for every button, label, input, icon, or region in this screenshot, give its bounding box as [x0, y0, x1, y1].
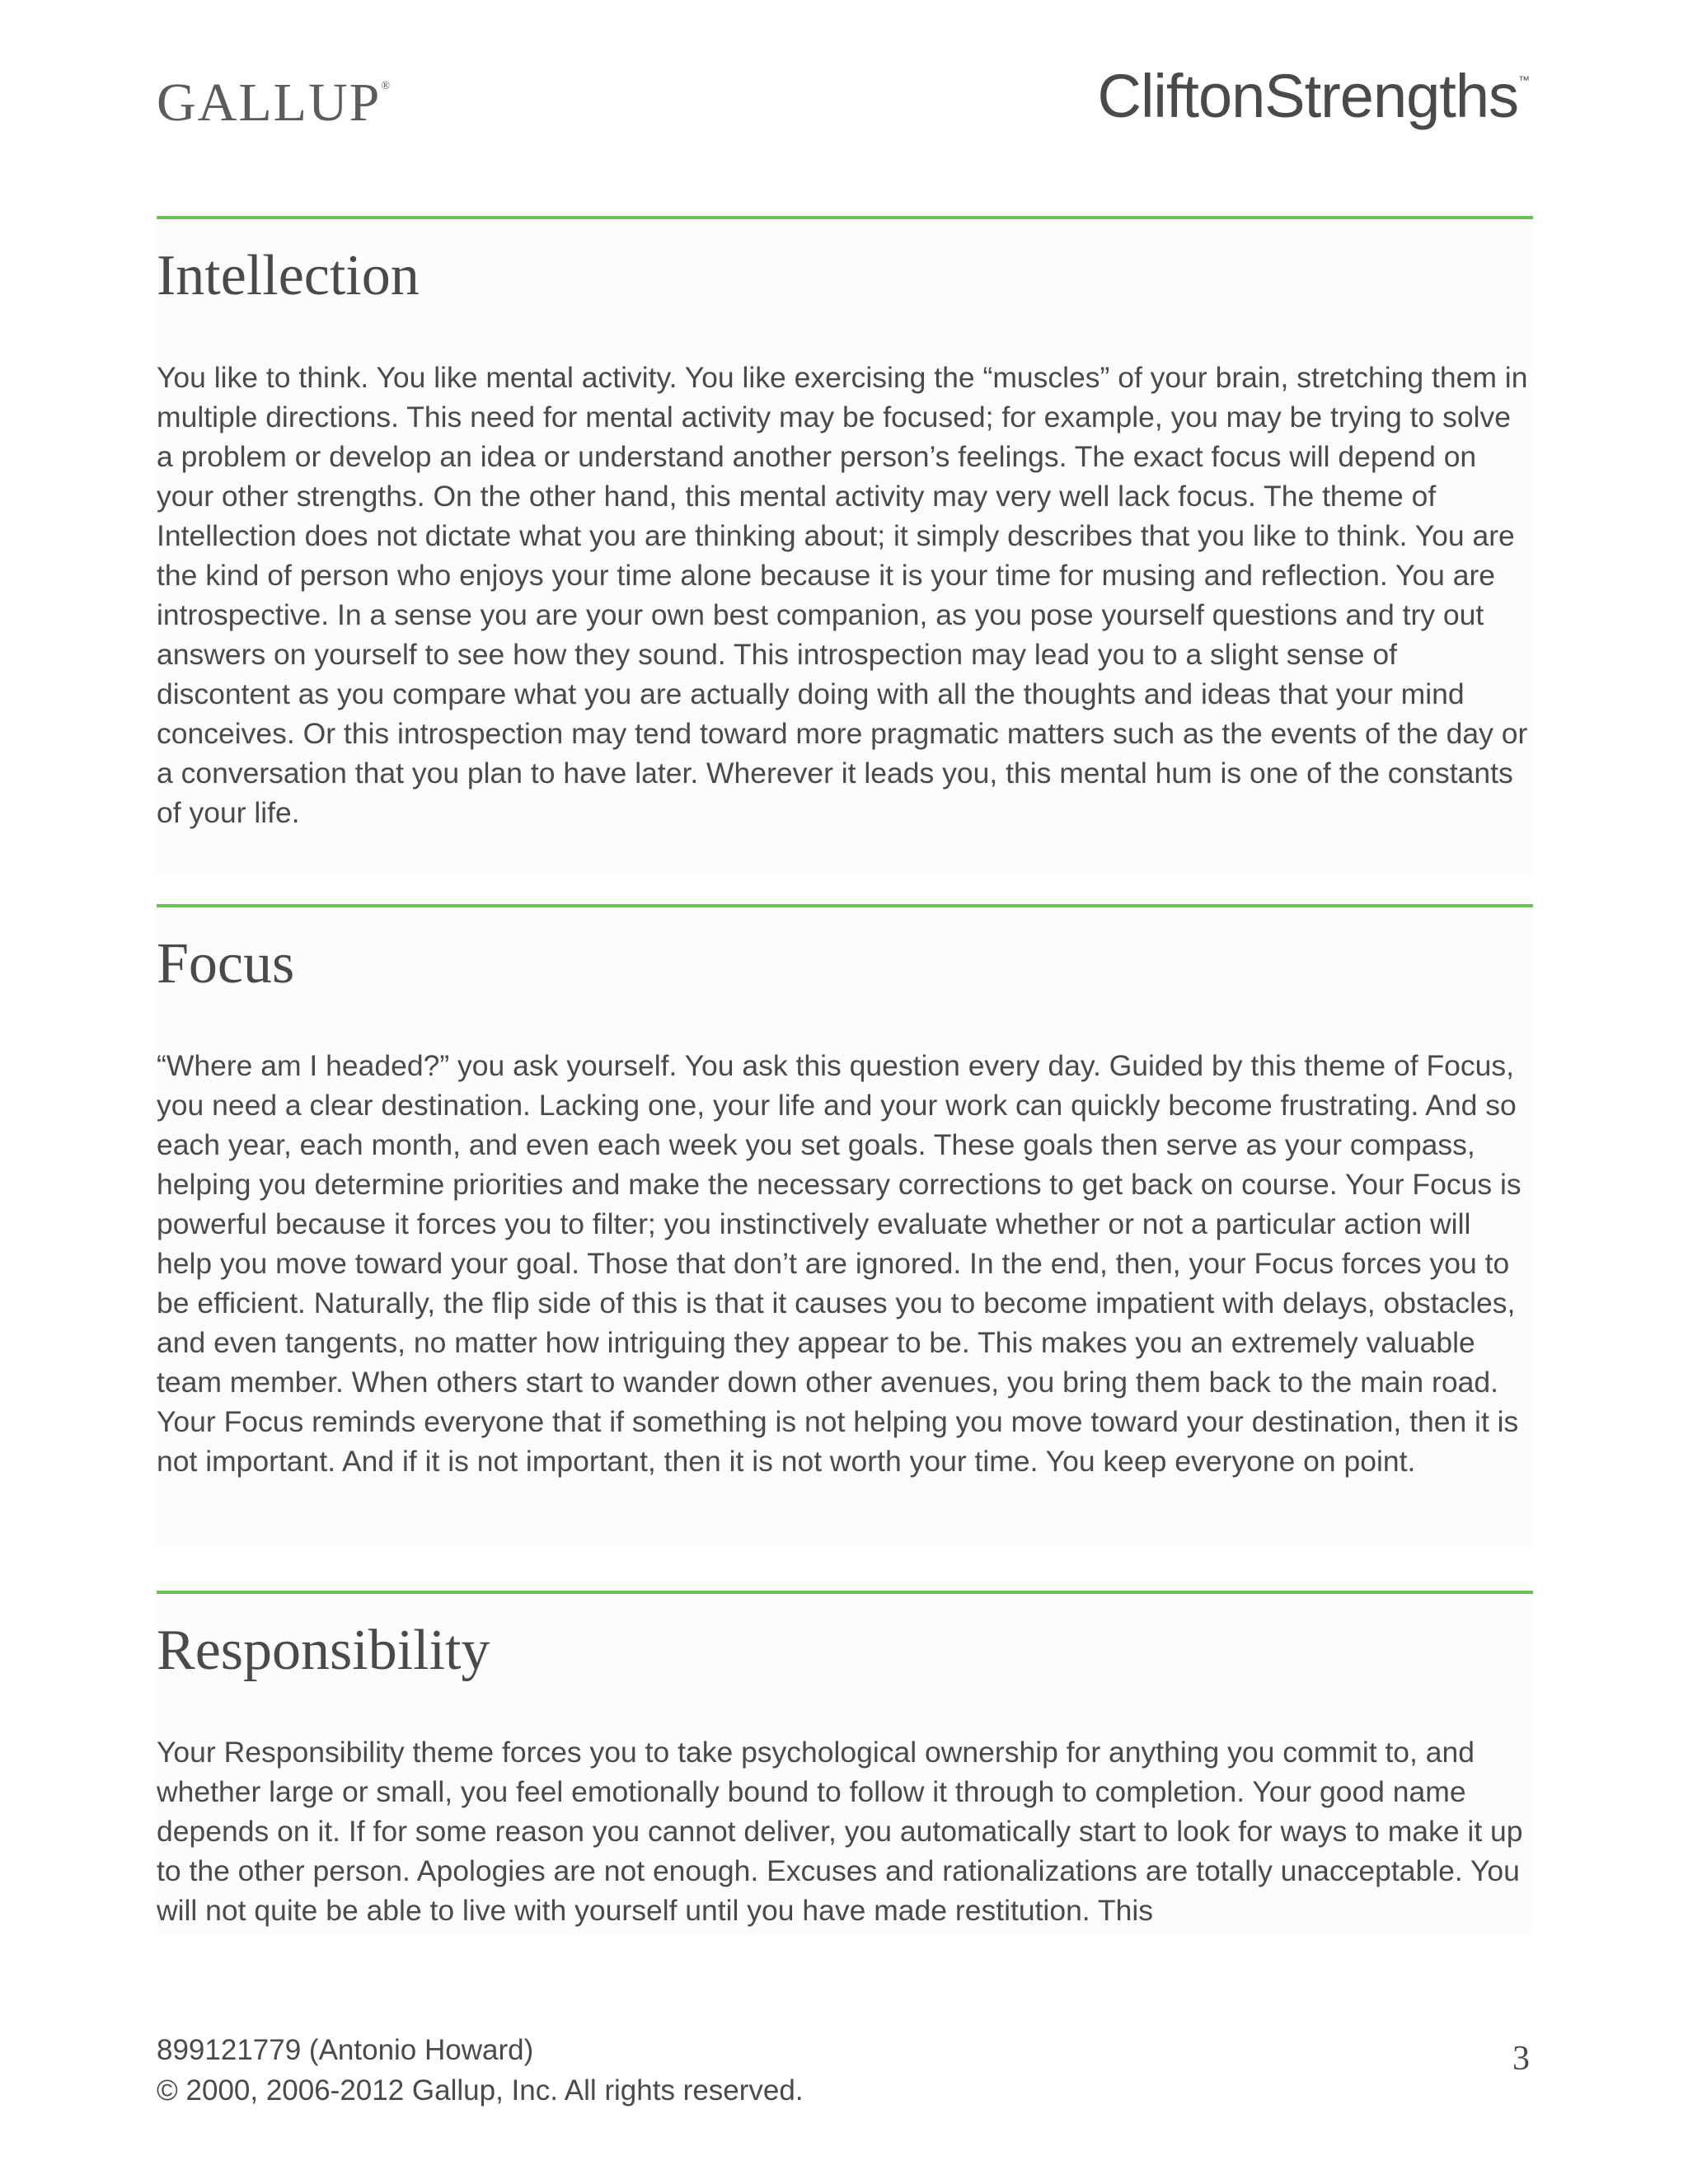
section-title: Responsibility [157, 1619, 490, 1682]
footer-info [157, 2030, 804, 2111]
section-body: You like to think. You like mental activity. You like exercising the “muscles” of your brain, stretching them in multiple directions. This need for mental activity may be focused; for example, you may be trying to solve a problem or develop an idea or understand another person’s feelings. The exact focus will depend on your other strengths. On the other hand, this mental activity may very well lack focus. The theme of Intellection does not dictate what you are thinking about; it simply describes that you like to think. You are the kind of person who enjoys your time alone because it is your time for musing and reflection. You are introspective. In a sense you are your own best companion, as you pose yourself questions and try out answers on yourself to see how they sound. This introspection may lead you to a slight sense of discontent as you compare what you are actually doing with all the thoughts and ideas that your mind conceives. Or this introspection may tend toward more pragmatic matters such as the events of the day or a conversation that you plan to have later. Wherever it leads you, this mental hum is one of the constants of your life. [157, 361, 1528, 829]
section-divider [157, 1591, 1533, 1594]
section-divider [157, 904, 1533, 907]
gallup-registered-mark: ® [381, 80, 390, 92]
cliftonstrengths-logo-text: CliftonStrengths [1097, 62, 1518, 130]
page-number: 3 [1512, 2040, 1530, 2078]
section-title: Focus [157, 932, 295, 996]
cliftonstrengths-trademark: ™ [1518, 73, 1530, 87]
footer-copyright: © 2000, 2006-2012 Gallup, Inc. All rights reserved. [157, 2074, 804, 2107]
section-focus [157, 904, 1533, 1547]
footer-id-line: 899121779 (Antonio Howard) [157, 2034, 534, 2066]
section-title: Intellection [157, 244, 420, 307]
section-body: Your Responsibility theme forces you to take psychological ownership for anything you commit to, and whether large or small, you feel emotionally bound to follow it through to completion. Your good name depends on it. If for some reason you cannot deliver, you automatically start to look for ways to make it up to the other person. Apologies are not enough. Excuses and rationalizations are totally unacceptable. You will not quite be able to live with yourself until you have made restitution. This [157, 1736, 1523, 1927]
section-intellection [157, 216, 1533, 875]
section-divider [157, 216, 1533, 219]
section-responsibility [157, 1591, 1533, 1937]
gallup-logo-text: GALLUP [157, 73, 382, 133]
gallup-logo [157, 73, 390, 133]
cliftonstrengths-logo [1097, 62, 1531, 130]
section-body: “Where am I headed?” you ask yourself. You ask this question every day. Guided by this theme of Focus, you need a clear destination. Lacking one, your life and your work can quickly become frustrating. And so each year, each month, and even each week you set goals. These goals then serve as your compass, helping you determine priorities and make the necessary corrections to get back on course. Your Focus is powerful because it forces you to filter; you instinctively evaluate whether or not a particular action will help you move toward your goal. Those that don’t are ignored. In the end, then, your Focus forces you to be efficient. Naturally, the flip side of this is that it causes you to become impatient with delays, obstacles, and even tangents, no matter how intriguing they appear to be. This makes you an extremely valuable team member. When others start to wander down other avenues, you bring them back to the main road. Your Focus reminds everyone that if something is not helping you move toward your destination, then it is not important. And if it is not important, then it is not worth your time. You keep everyone on point. [157, 1049, 1522, 1478]
